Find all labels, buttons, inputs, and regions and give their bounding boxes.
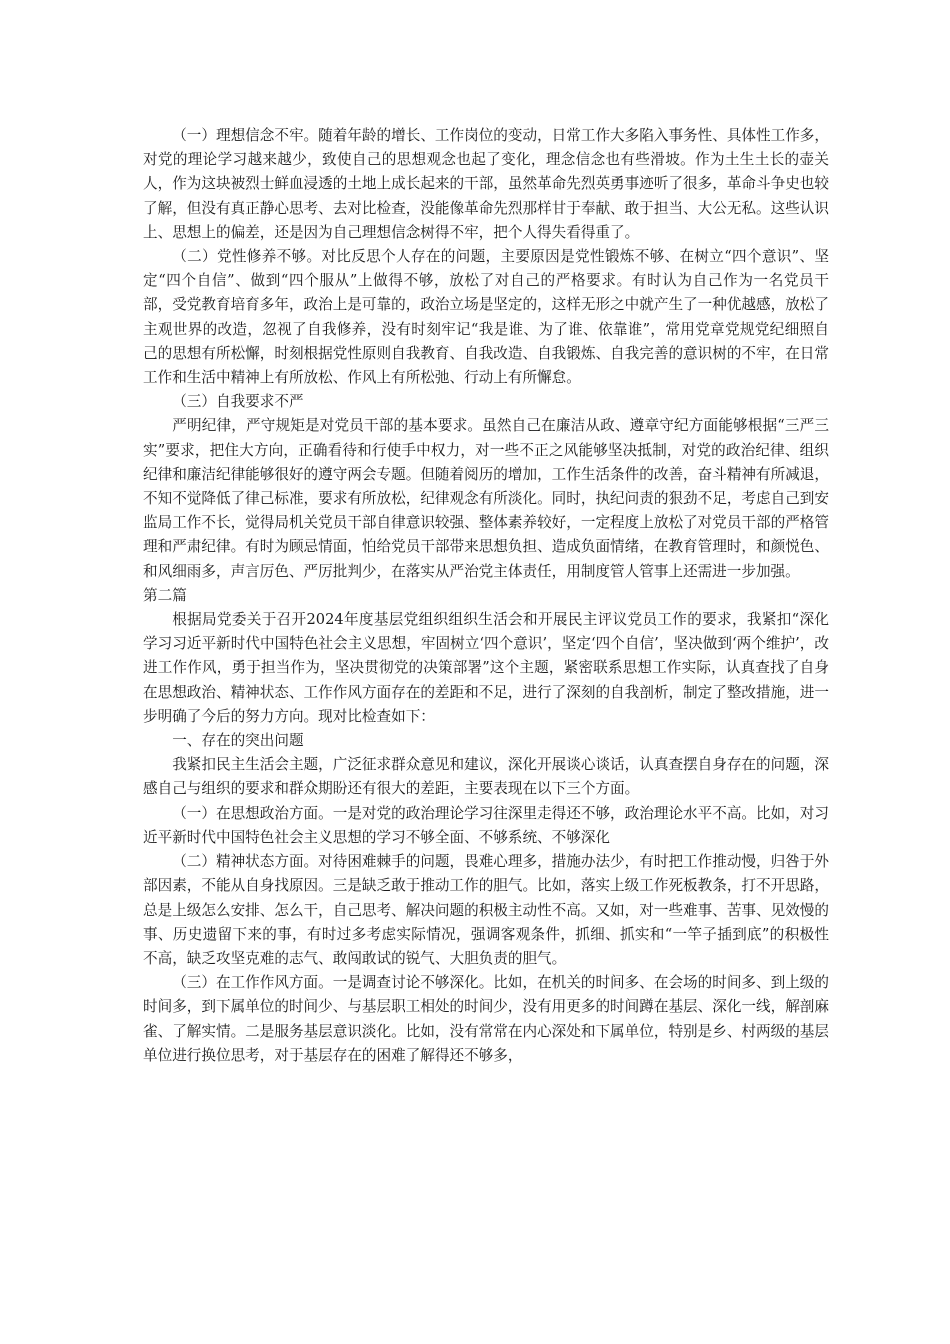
section-title-part-two: 第二篇 [143, 586, 187, 604]
paragraph-political-thought: （一）在思想政治方面。一是对党的政治理论学习往深里走得还不够，政治理论水平不高。比如，对习近平新时代中国特色社会主义思想的学习不够全面、不够系统、不够深化 [143, 804, 829, 846]
paragraph-work-style: （三）在工作作风方面。一是调查讨论不够深化。比如，在机关的时间多、在会场的时间多、到上级的时间多，到下属单位的时间少、与基层职工相处的时间少，没有用更多的时间蹲在基层、深化一线，解剖麻雀、了解实情。二是服务基层意识淡化。比如，没有常常在内心深处和下属单位，特别是乡、村两级的基层单位进行换位思考，对于基层存在的困难了解得还不够多， [143, 974, 829, 1064]
paragraph-overview: 我紧扣民主生活会主题，广泛征求群众意见和建议，深化开展谈心谈话，认真查摆自身存在的问题，深感自己与组织的要求和群众期盼还有很大的差距，主要表现在以下三个方面。 [143, 756, 829, 798]
paragraph-mental-state: （二）精神状态方面。对待困难棘手的问题，畏难心理多，措施办法少，有时把工作推动慢，归咎于外部因素，不能从自身找原因。三是缺乏敢于推动工作的胆气。比如，落实上级工作死板教条，打不开思路，总是上级怎么安排、怎么干，自己思考、解决问题的积极主动性不高。又如，对一些难事、苦事、见效慢的事、历史遗留下来的事，有时过多考虑实际情况，强调客观条件，抓细、抓实和“一竿子插到底”的积极性不高，缺乏攻坚克难的志气、敢闯敢试的锐气、大胆负责的胆气。 [143, 853, 829, 967]
paragraph-intro: 根据局党委关于召开2024年度基层党组织组织生活会和开展民主评议党员工作的要求，我紧扣“深化学习习近平新时代中国特色社会主义思想，牢固树立‘四个意识’，坚定‘四个自信’，坚决做到‘两个维护’，改进工作作风，勇于担当作为，坚决贯彻党的决策部署”这个主题，紧密联系思想工作实际，认真查找了自身在思想政治、精神状态、工作作风方面存在的差距和不足，进行了深刻的自我剖析，制定了整改措施，进一步明确了今后的努力方向。现对比检查如下： [143, 611, 829, 725]
paragraph-ideals: （一）理想信念不牢。随着年龄的增长、工作岗位的变动，日常工作大多陷入事务性、具体性工作多，对党的理论学习越来越少，致使自己的思想观念也起了变化，理念信念也有些滑坡。作为土生土长的壶关人，作为这块被烈士鲜血浸透的土地上成长起来的干部，虽然革命先烈英勇事迹听了很多，革命斗争史也较了解，但没有真正静心思考、去对比检查，没能像革命先烈那样甘于奉献、敢于担当、大公无私。这些认识上、思想上的偏差，还是因为自己理想信念树得不牢，把个人得失看得重了。 [143, 127, 829, 241]
paragraph-party-spirit: （二）党性修养不够。对比反思个人存在的问题，主要原因是党性锻炼不够、在树立“四个意识”、坚定“四个自信”、做到“四个服从”上做得不够，放松了对自己的严格要求。有时认为自己作为一名党员干部，受党教育培育多年，政治上是可靠的，政治立场是坚定的，这样无形之中就产生了一种优越感，放松了主观世界的改造，忽视了自我修养，没有时刻牢记“我是谁、为了谁、依靠谁”，常用党章党规党纪细照自己的思想有所松懈，时刻根据党性原则自我教育、自我改造、自我锻炼、自我完善的意识树的不牢，在日常工作和生活中精神上有所放松、作风上有所松弛、行动上有所懈怠。 [143, 248, 829, 387]
paragraph-discipline: 严明纪律，严守规矩是对党员干部的基本要求。虽然自己在廉洁从政、遵章守纪方面能够根据“三严三实”要求，把住大方向，正确看待和行使手中权力，对一些不正之风能够坚决抵制，对党的政治纪律、组织纪律和廉洁纪律能够很好的遵守两会专题。但随着阅历的增加，工作生活条件的改善，奋斗精神有所减退，不知不觉降低了律己标准，要求有所放松，纪律观念有所淡化。同时，执纪问责的狠劲不足，考虑自己到安监局工作不长，觉得局机关党员干部自律意识较强、整体素养较好，一定程度上放松了对党员干部的严格管理和严肃纪律。有时为顾忌情面，怕给党员干部带来思想负担、造成负面情绪，在教育管理时，和颜悦色、和风细雨多，声言厉色、严厉批判少，在落实从严治党主体责任，用制度管人管事上还需进一步加强。 [143, 417, 829, 580]
document-page [143, 124, 829, 1068]
paragraph-self-discipline-heading: （三）自我要求不严 [172, 393, 304, 411]
section-heading-problems: 一、存在的突出问题 [172, 732, 304, 750]
